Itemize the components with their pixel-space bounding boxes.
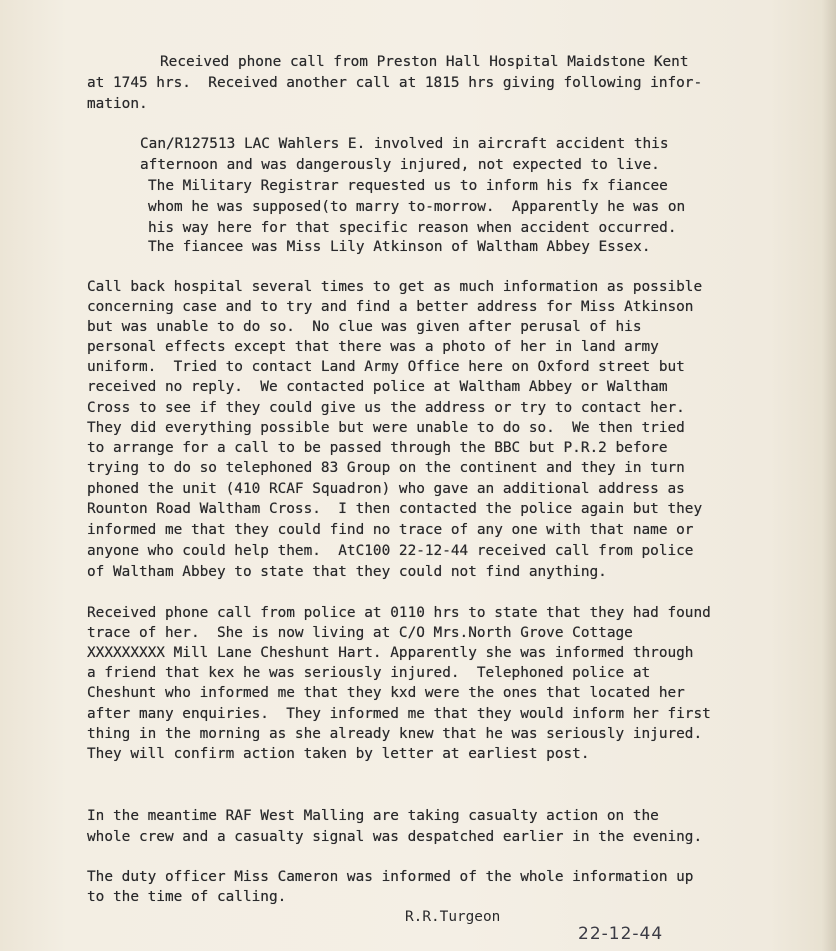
para3-line-11: phoned the unit (410 RCAF Squadron) who gave an additional address as [87,481,685,497]
para4-line-2: trace of her. She is now living at C/O Mrs.North Grove Cottage [87,625,633,641]
para3-line-14: anyone who could help them. AtC100 22-12-44 received call from police [87,543,694,559]
para4-line-5: Cheshunt who informed me that they kxd were the ones that located her [87,685,685,701]
para2-line-5: his way here for that specific reason when accident occurred. [148,220,677,236]
para2-line-6: The fiancee was Miss Lily Atkinson of Waltham Abbey Essex. [148,239,651,255]
para1-line-3: mation. [87,96,148,112]
para3-line-1: Call back hospital several times to get as much information as possible [87,279,703,295]
para3-line-8: They did everything possible but were unable to do so. We then tried [87,420,685,436]
para4-line-7: thing in the morning as she already knew that he was seriously injured. [87,726,703,742]
para3-line-6: received no reply. We contacted police at Waltham Abbey or Waltham [87,379,668,395]
para6-line-2: to the time of calling. [87,889,287,905]
para3-line-3: but was unable to do so. No clue was given after perusal of his [87,319,642,335]
para6-line-1: The duty officer Miss Cameron was informed of the whole information up [87,869,694,885]
paper-edge-shadow [822,0,836,951]
para5-line-2: whole crew and a casualty signal was despatched earlier in the evening. [87,829,703,845]
para4-line-6: after many enquiries. They informed me that they would inform her first [87,706,711,722]
handwritten-date: 22-12-44 [578,924,664,944]
para4-line-8: They will confirm action taken by letter at earliest post. [87,746,590,762]
para3-line-9: to arrange for a call to be passed through the BBC but P.R.2 before [87,440,668,456]
para2-line-4: whom he was supposed(to marry to-morrow. Apparently he was on [148,199,686,215]
para2-line-2: afternoon and was dangerously injured, not expected to live. [140,157,660,173]
para1-line-1: Received phone call from Preston Hall Hospital Maidstone Kent [160,54,689,70]
para3-line-7: Cross to see if they could give us the address or try to contact her. [87,400,685,416]
para4-line-3: XXXXXXXXX Mill Lane Cheshunt Hart. Apparently she was informed through [87,645,694,661]
para3-line-5: uniform. Tried to contact Land Army Office here on Oxford street but [87,359,685,375]
para1-line-2: at 1745 hrs. Received another call at 1815 hrs giving following infor- [87,75,703,91]
para3-line-10: trying to do so telephoned 83 Group on the continent and they in turn [87,460,685,476]
para3-line-15: of Waltham Abbey to state that they could not find anything. [87,564,607,580]
para4-line-4: a friend that kex he was seriously injured. Telephoned police at [87,665,651,681]
para3-line-12: Rounton Road Waltham Cross. I then contacted the police again but they [87,501,703,517]
para4-line-1: Received phone call from police at 0110 hrs to state that they had found [87,605,711,621]
para3-line-13: informed me that they could find no trace of any one with that name or [87,522,694,538]
para5-line-1: In the meantime RAF West Malling are taking casualty action on the [87,808,659,824]
signature: R.R.Turgeon [405,909,501,925]
para3-line-4: personal effects except that there was a photo of her in land army [87,339,659,355]
para3-line-2: concerning case and to try and find a better address for Miss Atkinson [87,299,694,315]
para2-line-3: The Military Registrar requested us to inform his fx fiancee [148,178,668,194]
para2-line-1: Can/R127513 LAC Wahlers E. involved in aircraft accident this [140,136,669,152]
